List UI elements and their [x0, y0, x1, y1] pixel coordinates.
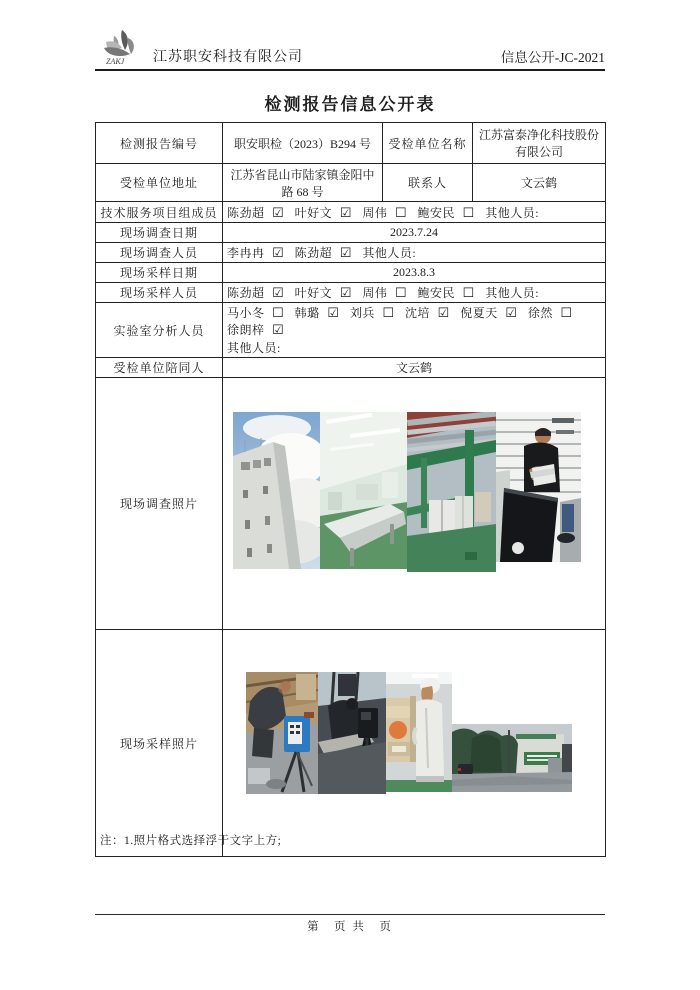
person-name: 鲍安民 [417, 286, 459, 300]
document-code: 信息公开-JC-2021 [500, 50, 605, 65]
person-name: 徐然 [527, 306, 557, 320]
company-name: 江苏职安科技有限公司 [153, 50, 303, 65]
person-check-item [227, 321, 284, 338]
survey-photos-cell [223, 378, 606, 630]
photo-worker-white-coat [386, 672, 452, 792]
person-check-item [227, 284, 284, 301]
row-sampling-staff [96, 283, 606, 303]
person-check-item [460, 304, 517, 321]
row-survey-photos [96, 378, 606, 630]
person-name: 周伟 [362, 286, 391, 300]
row-tech-team [96, 202, 606, 223]
checkbox-unchecked-icon[interactable]: ☐ [272, 306, 284, 321]
tech-team-label: 技术服务项目组成员 [96, 202, 223, 223]
other-persons-label: 其他人员: [227, 341, 281, 355]
row-sampling-date [96, 263, 606, 283]
checkbox-unchecked-icon[interactable]: ☐ [394, 205, 407, 221]
checkbox-checked-icon[interactable]: ☑ [339, 286, 352, 301]
person-name: 鲍安民 [417, 205, 459, 220]
person-check-item [295, 304, 339, 321]
person-name: 陈劲超 [227, 286, 269, 300]
person-name: 马小冬 [227, 306, 269, 320]
unit-name-label: 受检单位名称 [383, 123, 473, 164]
checkbox-checked-icon[interactable]: ☑ [505, 306, 517, 321]
checkbox-checked-icon[interactable]: ☑ [272, 286, 284, 301]
survey-date-value: 2023.7.24 [223, 223, 606, 243]
checkbox-unchecked-icon[interactable]: ☐ [560, 306, 573, 321]
checkbox-checked-icon[interactable]: ☑ [327, 306, 339, 321]
person-name: 沈培 [405, 306, 434, 320]
row-sampling-photos [96, 630, 606, 857]
checkbox-checked-icon[interactable]: ☑ [272, 205, 284, 221]
row-escort [96, 358, 606, 378]
survey-photo-strip [223, 378, 605, 572]
person-name: 叶好文 [294, 205, 336, 220]
photo-cleanroom-workshop [320, 412, 407, 569]
checkbox-unchecked-icon[interactable]: ☐ [394, 286, 407, 301]
person-check-item [362, 204, 406, 221]
person-check-item [227, 304, 284, 321]
photo-inspector-at-table [496, 412, 581, 562]
sampling-date-label: 现场采样日期 [96, 263, 223, 283]
report-no-label: 检测报告编号 [96, 123, 223, 164]
person-check-item [227, 204, 284, 221]
page-number: 第 页 共 页 [307, 921, 393, 933]
person-name: 刘兵 [349, 306, 379, 320]
photo-factory-green-racks [407, 412, 496, 572]
person-name: 周伟 [362, 205, 391, 220]
row-lab-staff [96, 303, 606, 358]
row-report-no [96, 123, 606, 164]
checkbox-unchecked-icon[interactable]: ☐ [462, 286, 475, 301]
sampling-staff-label: 现场采样人员 [96, 283, 223, 303]
checkbox-checked-icon[interactable]: ☑ [339, 205, 352, 221]
person-check-item [418, 204, 475, 221]
row-address [96, 164, 606, 202]
unit-name-value: 江苏富泰净化科技股份有限公司 [473, 123, 606, 164]
person-name: 陈劲超 [294, 246, 336, 260]
person-check-item [350, 304, 394, 321]
person-check-item [362, 284, 406, 301]
checkbox-checked-icon[interactable]: ☑ [272, 323, 284, 338]
escort-label: 受检单位陪同人 [96, 358, 223, 378]
checkbox-unchecked-icon[interactable]: ☐ [462, 205, 475, 221]
lab-staff-label: 实验室分析人员 [96, 303, 223, 358]
sampling-date-value: 2023.8.3 [223, 263, 606, 283]
report-no-value: 职安职检（2023）B294 号 [223, 123, 383, 164]
person-name: 叶好文 [294, 286, 336, 300]
footnote: 注：1.照片格式选择浮于文字上方; [100, 835, 282, 847]
logo-text: ZAKJ [106, 57, 125, 66]
checkbox-checked-icon[interactable]: ☑ [437, 306, 450, 321]
photo-sampling-instrument-tripod [246, 672, 318, 794]
page-title: 检测报告信息公开表 [264, 95, 436, 114]
person-check-item [295, 244, 352, 261]
person-name: 倪夏天 [460, 306, 502, 320]
person-name: 李冉冉 [227, 246, 269, 260]
report-form-table [95, 122, 606, 857]
photo-dark-sampling-scene [318, 672, 386, 794]
header-divider [95, 69, 605, 71]
person-check-item [227, 244, 284, 261]
row-survey-date [96, 223, 606, 243]
person-name: 徐朗梓 [227, 323, 269, 337]
tech-team-members [223, 202, 606, 223]
survey-staff-members [223, 243, 606, 263]
survey-photos-label: 现场调查照片 [96, 378, 223, 630]
sampling-photos-cell [223, 630, 606, 857]
person-check-item [418, 284, 475, 301]
row-survey-staff [96, 243, 606, 263]
person-name: 韩璐 [294, 306, 324, 320]
sampling-photo-strip [223, 630, 605, 794]
escort-value: 文云鹤 [223, 358, 606, 378]
footer-divider [95, 914, 605, 915]
person-check-item [295, 284, 352, 301]
checkbox-unchecked-icon[interactable]: ☐ [382, 306, 395, 321]
page-header [95, 28, 605, 68]
other-persons-label: 其他人员: [362, 246, 417, 260]
other-persons-label: 其他人员: [485, 286, 540, 300]
lab-staff-members [223, 303, 606, 358]
contact-label: 联系人 [383, 164, 473, 202]
person-check-item [295, 204, 352, 221]
photo-factory-entrance [452, 672, 572, 792]
contact-value: 文云鹤 [473, 164, 606, 202]
sampling-staff-members [223, 283, 606, 303]
survey-date-label: 现场调查日期 [96, 223, 223, 243]
checkbox-checked-icon[interactable]: ☑ [339, 246, 352, 261]
sampling-photos-label: 现场采样照片 [96, 630, 223, 857]
checkbox-checked-icon[interactable]: ☑ [272, 246, 284, 261]
person-check-item [405, 304, 449, 321]
other-persons-label: 其他人员: [485, 205, 540, 220]
address-value: 江苏省昆山市陆家镇金阳中路 68 号 [223, 164, 383, 202]
person-name: 陈劲超 [227, 205, 269, 220]
photo-building-exterior [233, 412, 320, 569]
address-label: 受检单位地址 [96, 164, 223, 202]
person-check-item [528, 304, 572, 321]
survey-staff-label: 现场调查人员 [96, 243, 223, 263]
company-logo-icon [98, 28, 150, 68]
